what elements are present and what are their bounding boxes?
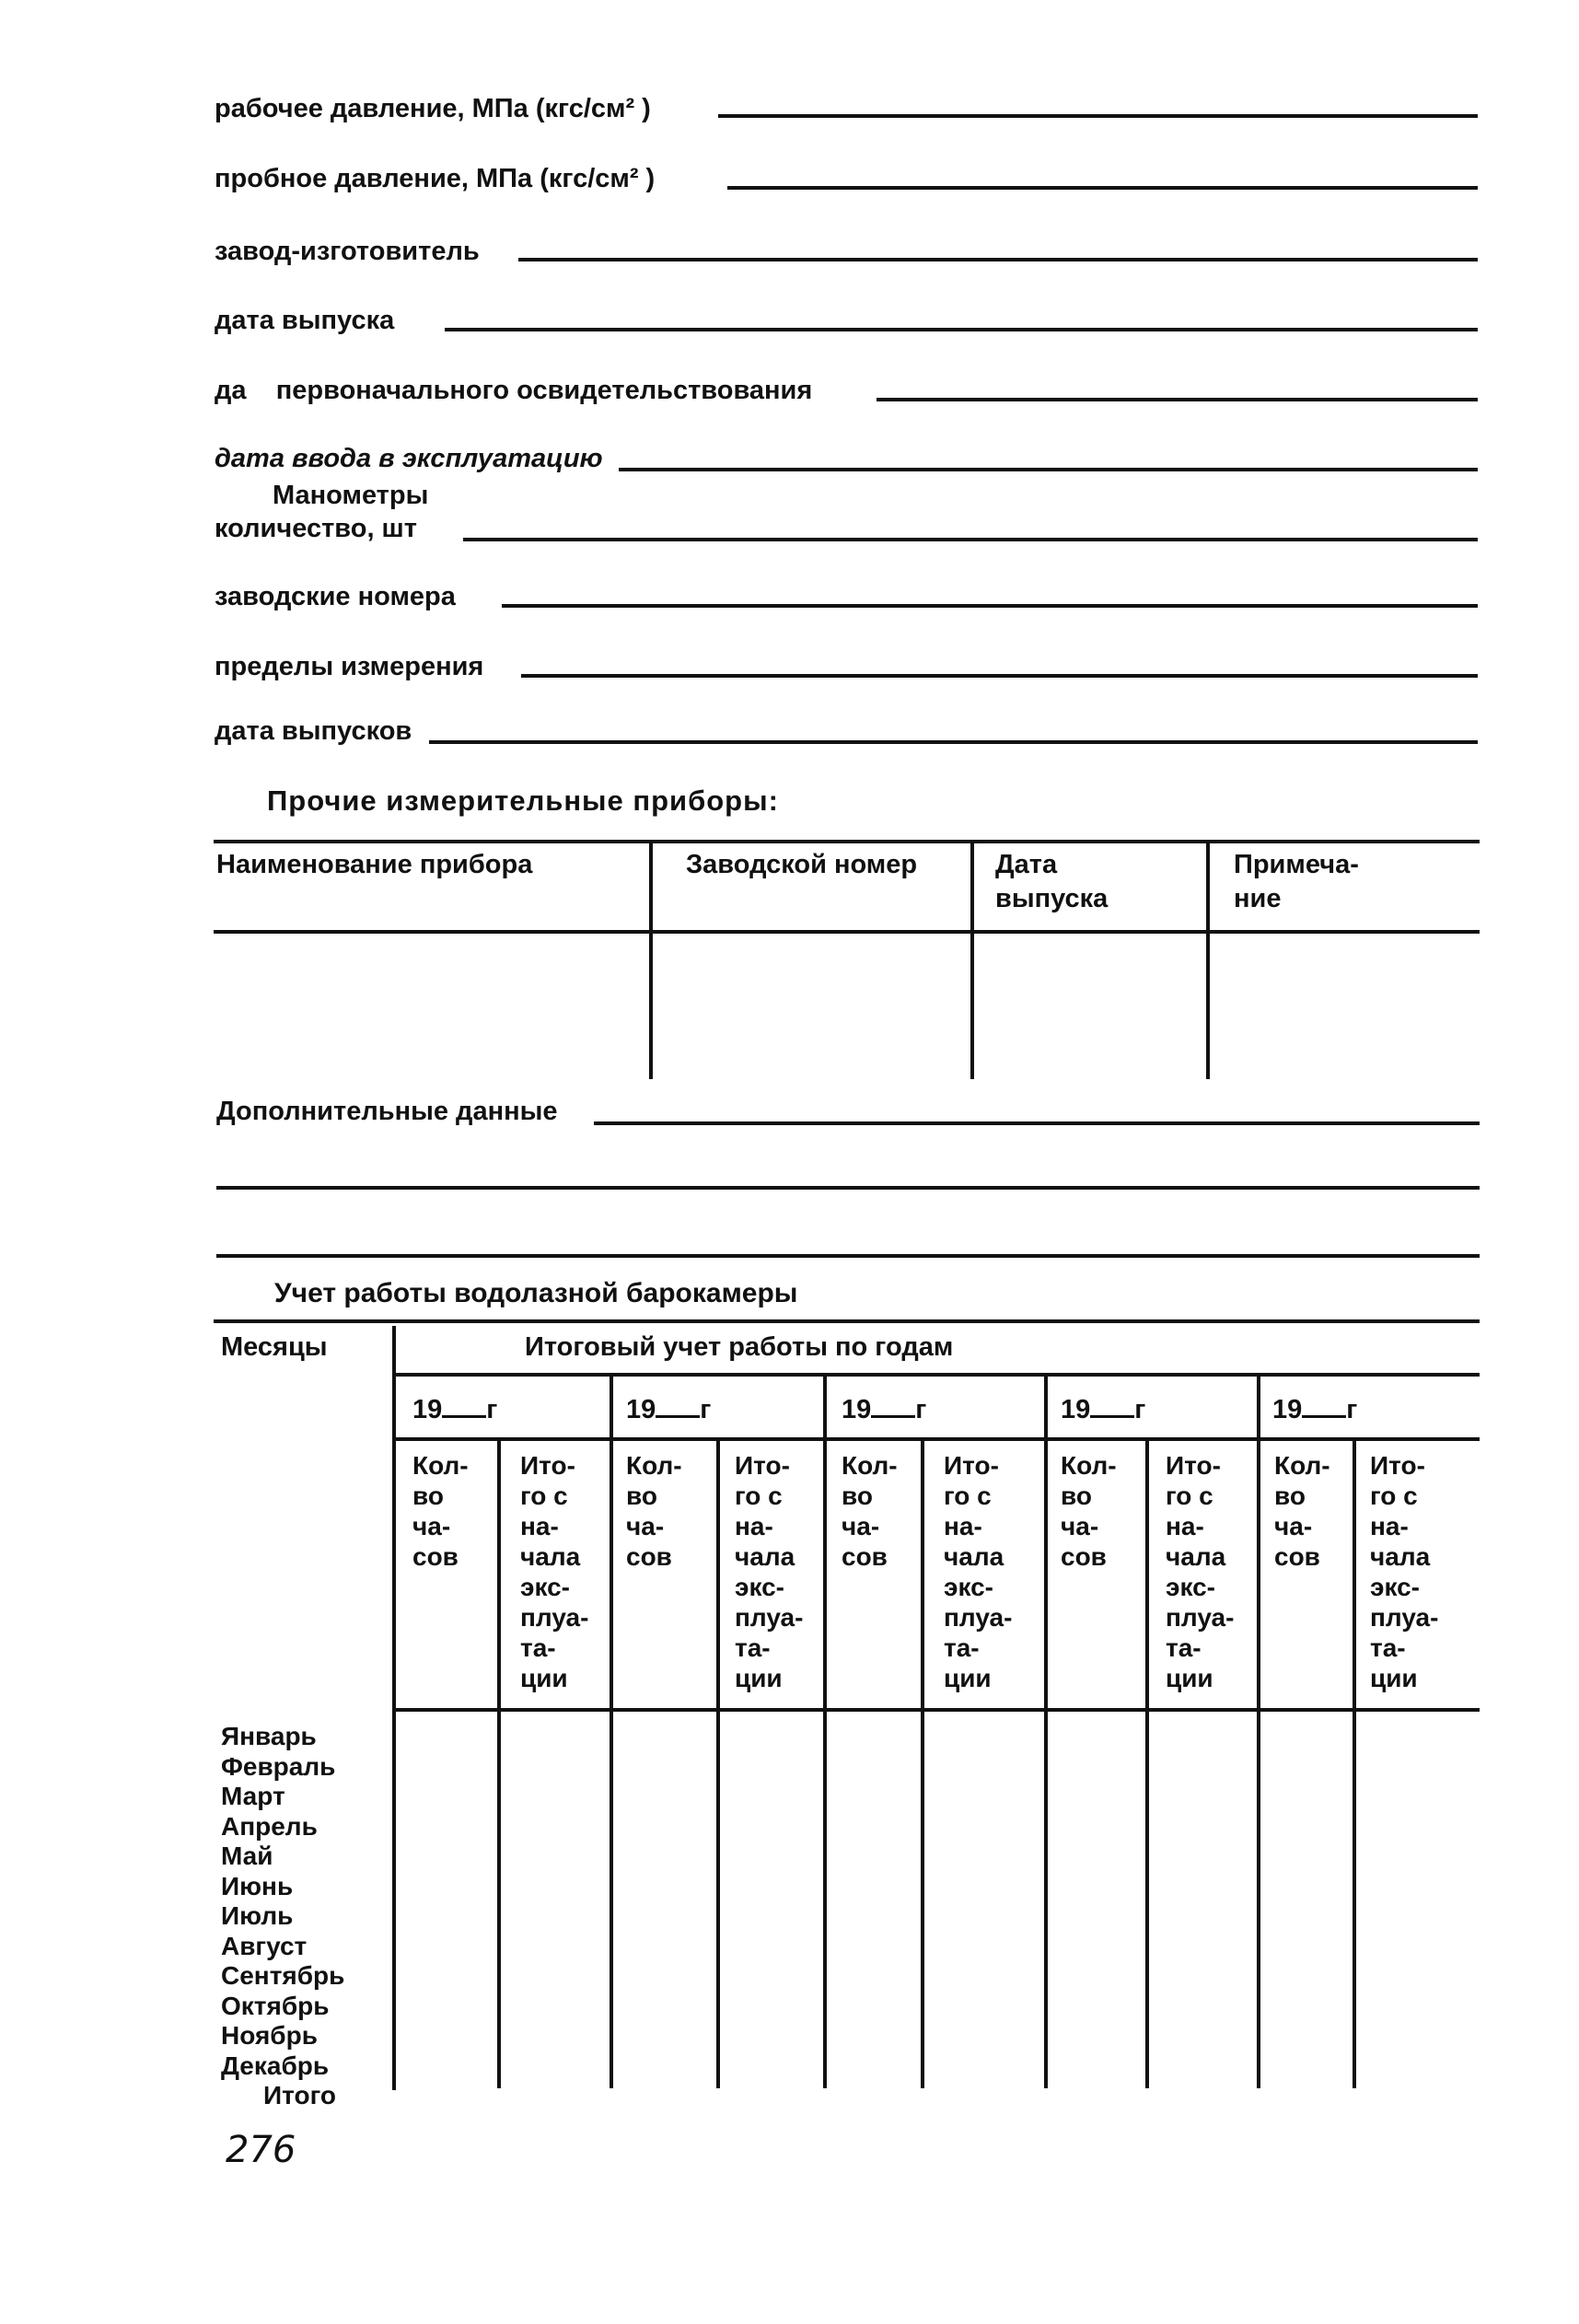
year-label: 19 г bbox=[1272, 1395, 1358, 1424]
additional-data-field[interactable] bbox=[594, 1121, 1480, 1125]
hours-column-header: Кол- во ча- сов bbox=[412, 1451, 469, 1571]
hours-column-header: Кол- во ча- сов bbox=[1061, 1451, 1117, 1571]
release-date-field[interactable] bbox=[445, 328, 1478, 331]
instruments-heading: Прочие измерительные приборы: bbox=[267, 784, 779, 817]
month-row: Март bbox=[221, 1782, 285, 1810]
working-pressure-field[interactable] bbox=[718, 114, 1478, 118]
manometers-release-dates-field[interactable] bbox=[429, 740, 1478, 744]
release-date-label: дата выпуска bbox=[215, 306, 395, 335]
instruments-col-serial: Заводской номер bbox=[686, 850, 918, 879]
months-column-header: Месяцы bbox=[221, 1332, 328, 1362]
hours-column-header: Кол- во ча- сов bbox=[626, 1451, 682, 1571]
subheader-rule bbox=[394, 1437, 1480, 1441]
month-row: Октябрь bbox=[221, 1991, 330, 2020]
commissioning-date-field[interactable] bbox=[619, 468, 1478, 471]
working-pressure-label: рабочее давление, МПа (кгс/см² ) bbox=[215, 94, 651, 123]
instruments-col-name: Наименование прибора bbox=[216, 850, 533, 879]
month-row: Январь bbox=[221, 1722, 317, 1750]
cumulative-column-header: Ито- го с на- чала экс- плуа- та- ции bbox=[1166, 1451, 1235, 1692]
manometers-quantity-label: количество, шт bbox=[215, 514, 417, 543]
month-row: Апрель bbox=[221, 1811, 318, 1841]
manometers-release-dates-label: дата выпусков bbox=[215, 716, 412, 746]
month-row: Декабрь bbox=[221, 2051, 330, 2080]
year-label: 19 г bbox=[1061, 1395, 1146, 1424]
additional-data-line[interactable] bbox=[216, 1186, 1480, 1190]
year-label: 19 г bbox=[412, 1395, 498, 1424]
cumulative-column-header: Ито- го с на- чала экс- плуа- та- ции bbox=[735, 1451, 804, 1692]
cumulative-column-header: Ито- го с на- чала экс- плуа- та- ции bbox=[944, 1451, 1013, 1692]
initial-inspection-date-field[interactable] bbox=[877, 398, 1478, 401]
manufacturer-label: завод-изготовитель bbox=[215, 237, 480, 266]
month-row: Июль bbox=[221, 1901, 294, 1930]
page-number: 276 bbox=[226, 2129, 296, 2171]
test-pressure-field[interactable] bbox=[727, 186, 1478, 190]
month-row: Июнь bbox=[221, 1871, 294, 1900]
manometers-quantity-field[interactable] bbox=[463, 538, 1478, 541]
month-row: Февраль bbox=[221, 1751, 336, 1781]
instruments-cell-notes[interactable] bbox=[1210, 934, 1480, 1079]
manometers-range-field[interactable] bbox=[521, 674, 1478, 678]
instruments-cell-name[interactable] bbox=[216, 934, 647, 1079]
year-header-rule bbox=[394, 1373, 1480, 1377]
month-row: Ноябрь bbox=[221, 2021, 318, 2050]
table-header-bottom-rule bbox=[394, 1708, 1480, 1712]
manometers-range-label: пределы измерения bbox=[215, 652, 484, 681]
instruments-col-notes: Примеча- ние bbox=[1234, 850, 1359, 913]
manometers-serials-field[interactable] bbox=[502, 604, 1478, 608]
yearly-summary-header: Итоговый учет работы по годам bbox=[525, 1332, 954, 1362]
instruments-cell-release-date[interactable] bbox=[974, 934, 1205, 1079]
commissioning-date-label: дата ввода в эксплуатацию bbox=[215, 444, 603, 473]
month-list bbox=[221, 1722, 344, 2111]
manometers-serials-label: заводские номера bbox=[215, 582, 456, 611]
manufacturer-field[interactable] bbox=[518, 258, 1478, 261]
hours-column-header: Кол- во ча- сов bbox=[842, 1451, 898, 1571]
log-top-rule bbox=[214, 1319, 1480, 1323]
year-label: 19 г bbox=[626, 1395, 712, 1424]
month-row: Сентябрь bbox=[221, 1961, 345, 1990]
operation-log-title: Учет работы водолазной барокамеры bbox=[274, 1278, 798, 1308]
log-data-area[interactable] bbox=[396, 1713, 1480, 2088]
month-row: Май bbox=[221, 1842, 273, 1870]
month-row: Август bbox=[221, 1931, 308, 1960]
instruments-col-release-date: Дата выпуска bbox=[995, 850, 1109, 913]
initial-inspection-date-label: да первоначального освидетельствования bbox=[215, 376, 813, 405]
instruments-table-top-rule bbox=[214, 840, 1480, 843]
manometers-heading: Манометры bbox=[273, 481, 429, 510]
year-label: 19 г bbox=[842, 1395, 927, 1424]
additional-data-line[interactable] bbox=[216, 1254, 1480, 1258]
cumulative-column-header: Ито- го с на- чала экс- плуа- та- ции bbox=[1370, 1451, 1439, 1692]
test-pressure-label: пробное давление, МПа (кгс/см² ) bbox=[215, 164, 656, 193]
total-row-label: Итого bbox=[263, 2081, 336, 2109]
instruments-cell-serial[interactable] bbox=[653, 934, 969, 1079]
additional-data-label: Дополнительные данные bbox=[216, 1097, 558, 1126]
cumulative-column-header: Ито- го с на- чала экс- плуа- та- ции bbox=[520, 1451, 589, 1692]
hours-column-header: Кол- во ча- сов bbox=[1274, 1451, 1330, 1571]
